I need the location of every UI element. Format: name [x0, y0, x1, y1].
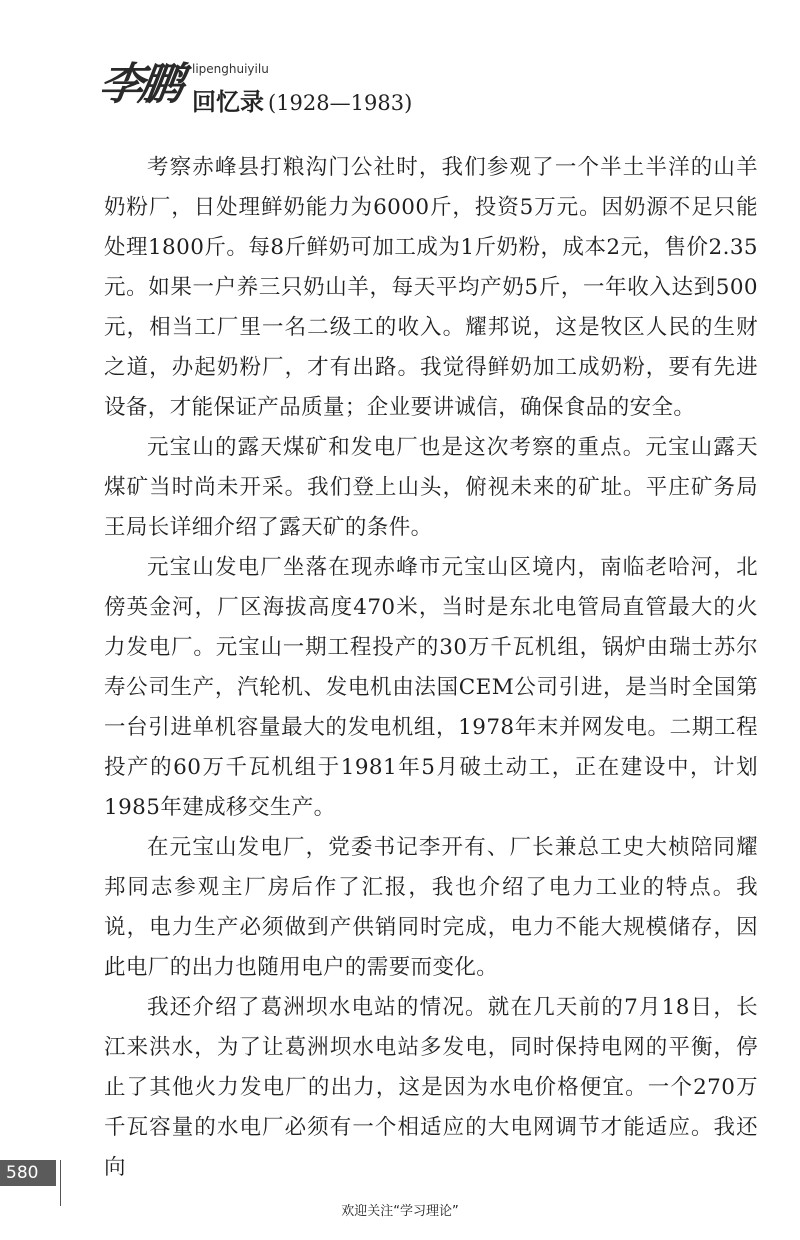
header-pinyin: lipenghuiyilu [192, 62, 269, 76]
body-text [104, 148, 758, 1188]
page-number: 580 [0, 1160, 56, 1186]
book-title-years: (1928—1983) [268, 91, 413, 115]
paragraph-2: 元宝山的露天煤矿和发电厂也是这次考察的重点。元宝山露天煤矿当时尚未开采。我们登上山头，俯视未来的矿址。平庄矿务局王局长详细介绍了露天矿的条件。 [104, 435, 758, 540]
running-header [95, 48, 520, 118]
book-title [192, 82, 412, 117]
paragraph-5: 我还介绍了葛洲坝水电站的情况。就在几天前的7月18日，长江来洪水，为了让葛洲坝水电站多发电，同时保持电网的平衡，停止了其他火力发电厂的出力，这是因为水电价格便宜。一个270万千瓦容量的水电厂必须有一个相适应的大电网调节才能适应。我还向 [104, 995, 758, 1180]
paragraph-4: 在元宝山发电厂，党委书记李开有、厂长兼总工史大桢陪同耀邦同志参观主厂房后作了汇报，我也介绍了电力工业的特点。我说，电力生产必须做到产供销同时完成，电力不能大规模储存，因此电厂的出力也随用电户的需要而变化。 [104, 835, 758, 980]
paragraph-3: 元宝山发电厂坐落在现赤峰市元宝山区境内，南临老哈河，北傍英金河，厂区海拔高度470米，当时是东北电管局直管最大的火力发电厂。元宝山一期工程投产的30万千瓦机组，锅炉由瑞士苏尔寿公司生产，汽轮机、发电机由法国CEM公司引进，是当时全国第一台引进单机容量最大的发电机组，1978年末并网发电。二期工程投产的60万千瓦机组于1981年5月破土动工，正在建设中，计划1985年建成移交生产。 [104, 555, 758, 820]
calligraphy-logo: 李鹏 [95, 59, 183, 110]
footer-note: 欢迎关注“学习理论” [341, 1204, 459, 1219]
book-title-cn: 回忆录 [192, 87, 264, 116]
paragraph-1: 考察赤峰县打粮沟门公社时，我们参观了一个半土半洋的山羊奶粉厂，日处理鲜奶能力为6000斤，投资5万元。因奶源不足只能处理1800斤。每8斤鲜奶可加工成为1斤奶粉，成本2元，售价2.35元。如果一户养三只奶山羊，每天平均产奶5斤，一年收入达到500元，相当工厂里一名二级工的收入。耀邦说，这是牧区人民的生财之道，办起奶粉厂，才有出路。我觉得鲜奶加工成奶粉，要有先进设备，才能保证产品质量；企业要讲诚信，确保食品的安全。 [104, 155, 758, 420]
